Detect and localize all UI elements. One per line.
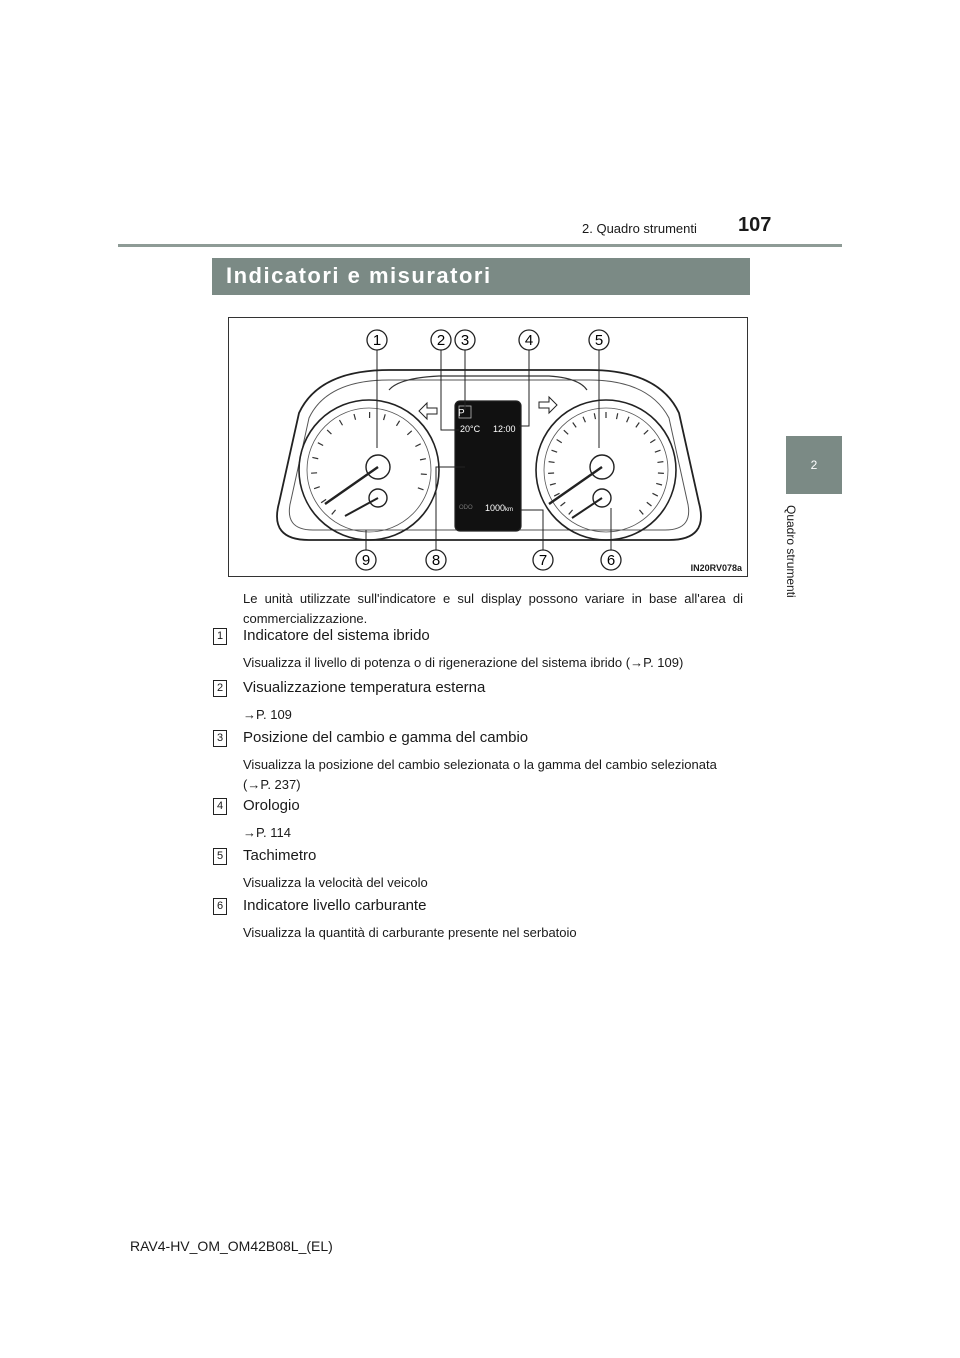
callout-number: 3 bbox=[460, 332, 470, 349]
dial-tick bbox=[644, 430, 648, 434]
dial-tick bbox=[636, 422, 639, 427]
dial-tick bbox=[312, 457, 318, 458]
callout-number: 9 bbox=[361, 552, 371, 569]
item-number-badge: 4 bbox=[213, 798, 227, 815]
chapter-tab-number: 2 bbox=[810, 458, 818, 472]
instrument-cluster-illustration bbox=[229, 318, 747, 576]
figure-code: IN20RV078a bbox=[690, 563, 742, 573]
dial-tick bbox=[594, 413, 595, 419]
dial-tick bbox=[551, 450, 557, 452]
item-description: →P. 114 bbox=[243, 825, 291, 840]
dial-tick bbox=[415, 444, 420, 447]
callout-number: 7 bbox=[538, 552, 548, 569]
dial-tick bbox=[354, 414, 356, 420]
callout-number: 4 bbox=[524, 332, 534, 349]
callout-number: 5 bbox=[594, 332, 604, 349]
dial-tick bbox=[318, 443, 323, 446]
item-title: Posizione del cambio e gamma del cambio bbox=[243, 729, 529, 746]
chapter-tab[interactable] bbox=[786, 436, 842, 494]
item-description: Visualizza la quantità di carburante presente nel serbatoio bbox=[243, 925, 577, 940]
item-description: Visualizza la posizione del cambio selezionata o la gamma del cambio selezionata (→P. 237) bbox=[243, 757, 717, 792]
footer-doc-code: RAV4-HV_OM_OM42B08L_(EL) bbox=[130, 1238, 333, 1254]
dial-tick bbox=[650, 440, 655, 443]
item-description: Visualizza il livello di potenza o di rigenerazione del sistema ibrido (→P. 109) bbox=[243, 655, 684, 670]
item-number-badge: 6 bbox=[213, 898, 227, 915]
callout-number: 6 bbox=[606, 552, 616, 569]
item-description: Visualizza la velocità del veicolo bbox=[243, 875, 428, 890]
dial-tick bbox=[639, 510, 643, 515]
dial-tick bbox=[314, 487, 320, 489]
dial-tick bbox=[656, 483, 662, 485]
dial-tick bbox=[396, 421, 399, 426]
item-description: →P. 109 bbox=[243, 707, 292, 722]
dial-tick bbox=[617, 413, 618, 419]
item-title: Orologio bbox=[243, 797, 300, 814]
dial-tick bbox=[321, 499, 326, 502]
dial-tick bbox=[327, 430, 331, 434]
item-number-badge: 3 bbox=[213, 730, 227, 747]
dial-tick bbox=[647, 502, 652, 506]
dial-tick bbox=[627, 417, 629, 423]
item-title: Indicatore del sistema ibrido bbox=[243, 627, 430, 644]
dial-tick bbox=[564, 430, 568, 434]
title-bar bbox=[212, 258, 750, 295]
dial-tick bbox=[583, 417, 585, 423]
header-rule bbox=[118, 244, 842, 247]
odometer-value: 1000 bbox=[485, 503, 506, 513]
chapter-tab-label: Quadro strumenti bbox=[784, 505, 798, 598]
dial-tick bbox=[550, 483, 556, 485]
dial-tick bbox=[549, 462, 555, 463]
odometer-unit: km bbox=[505, 507, 514, 513]
page-number: 107 bbox=[738, 214, 772, 236]
dial-tick bbox=[569, 510, 573, 515]
dial-tick bbox=[652, 493, 657, 496]
odo-label: ODO bbox=[459, 505, 473, 511]
dial-tick bbox=[657, 462, 663, 463]
odometer bbox=[485, 503, 513, 513]
callout-number: 2 bbox=[436, 332, 446, 349]
item-title: Tachimetro bbox=[243, 847, 317, 864]
item-title: Indicatore livello carburante bbox=[243, 897, 427, 914]
callout-number: 8 bbox=[431, 552, 441, 569]
dial-tick bbox=[407, 431, 411, 435]
dial-tick bbox=[332, 510, 336, 515]
item-number-badge: 2 bbox=[213, 680, 227, 697]
dial-tick bbox=[384, 414, 386, 420]
dial-tick bbox=[339, 420, 342, 425]
section-title: 2. Quadro strumenti bbox=[582, 221, 697, 236]
dial-tick bbox=[554, 493, 559, 496]
item-title: Visualizzazione temperatura esterna bbox=[243, 679, 486, 696]
page-title: Indicatori e misuratori bbox=[226, 263, 492, 288]
dial-tick bbox=[420, 459, 426, 460]
figure-note: Le unità utilizzate sull'indicatore e sul display possono variare in base all'area di commercializzazione. bbox=[243, 591, 743, 626]
shift-position: P bbox=[458, 408, 465, 419]
right-dial-ticks bbox=[548, 412, 664, 514]
dial-tick bbox=[655, 450, 661, 452]
dial-tick bbox=[561, 502, 566, 506]
instrument-cluster-figure bbox=[228, 317, 748, 577]
item-number-badge: 5 bbox=[213, 848, 227, 865]
callout-number: 1 bbox=[372, 332, 382, 349]
dial-tick bbox=[573, 422, 576, 427]
item-number-badge: 1 bbox=[213, 628, 227, 645]
dial-tick bbox=[557, 440, 562, 443]
dial-tick bbox=[418, 488, 424, 490]
outside-temperature: 20°C bbox=[460, 424, 481, 434]
clock: 12:00 bbox=[493, 424, 516, 434]
